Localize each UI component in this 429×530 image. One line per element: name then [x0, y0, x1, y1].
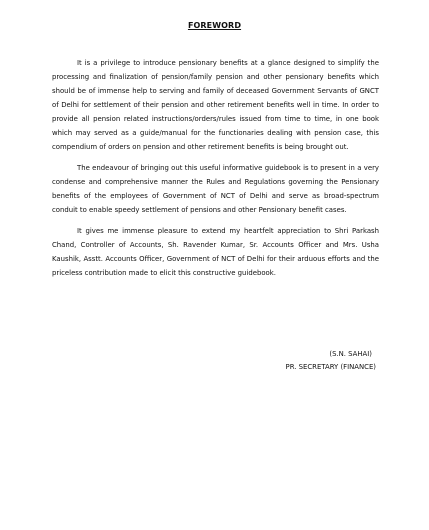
signatory-designation: PR. SECRETARY (FINANCE) [285, 363, 376, 371]
signature-block [176, 348, 376, 374]
document-title: FOREWORD [187, 21, 242, 30]
paragraph-1: It is a privilege to introduce pensionary benefits at a glance designed to simplify the processing and finalization of pension/family pension and other pensionary benefits which should be of immense help to serving and family of deceased Government Servants of GNCT of Delhi for settlement of their pension and other retirement benefits well in time. In order to provide all pension related instructions/orders/rules issued from time to time, in one book which may served as a guide/manual for the functionaries dealing with pension case, this compendium of orders on pension and other retirement benefits is being brought out. [52, 59, 379, 151]
document-body [52, 56, 379, 287]
signatory-name: (S.N. SAHAI) [329, 350, 372, 358]
paragraph-2: The endeavour of bringing out this useful informative guidebook is to present in a very condense and comprehensive manner the Rules and Regulations governing the Pensionary benefits of the employees of Government of NCT of Delhi and serve as broad-spectrum conduit to enable speedy settlement of pensions and other Pensionary benefit cases. [52, 164, 379, 214]
paragraph-3: It gives me immense pleasure to extend my heartfelt appreciation to Shri Parkash Chand, Controller of Accounts, Sh. Ravender Kumar, Sr. Accounts Officer and Mrs. Usha Kaushik, Asstt. Accounts Officer, Government of NCT of Delhi for their arduous efforts and the priceless contribution made to elicit this constructive guidebook. [52, 227, 379, 277]
